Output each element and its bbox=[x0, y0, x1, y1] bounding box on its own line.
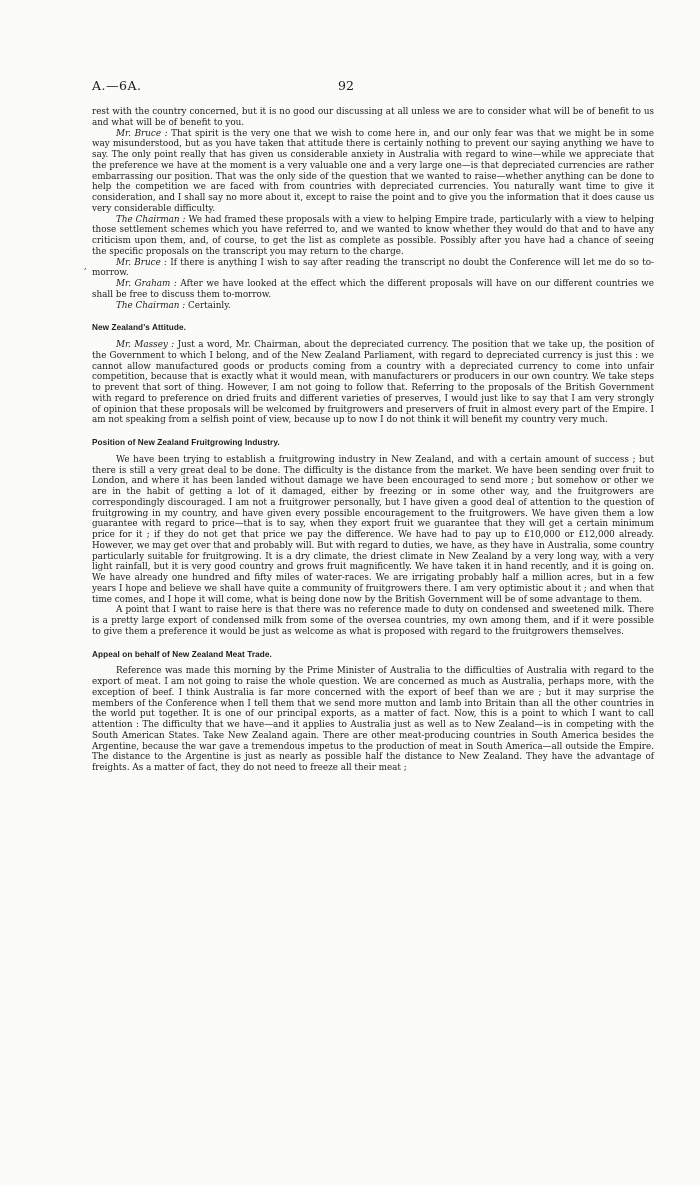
paragraph bbox=[92, 258, 654, 280]
margin-mark: , bbox=[84, 262, 87, 271]
paragraph-text: After we have looked at the effect which the different proposals will have on our different countries we shall be free to discuss them to-morrow. bbox=[92, 279, 654, 300]
page-number: 92 bbox=[338, 78, 354, 93]
speaker-name: Mr. Bruce : bbox=[116, 257, 167, 268]
paragraph bbox=[92, 215, 654, 258]
section-heading: Position of New Zealand Fruitgrowing Industry. bbox=[92, 438, 280, 447]
section-intro bbox=[92, 107, 654, 311]
paragraph-text: Reference was made this morning by the Prime Minister of Australia to the difficulties of Australia with regard to the export of meat. I am not going to raise the whole question. We are concerned as much as Australia, perhaps more, with the exception of beef. I think Australia is far more concerned with the export of beef than we are ; but it may surprise the members of the Conference when I tell them that we send more mutton and lamb into Britain than all the other countries in the world put together. It is one of our principal exports, as a matter of fact. Now, this is a point to which I want to call attention : The difficulty that we have—and it applies to Australia just as well as to New Zealand—is in competing with the South American States. Take New Zealand again. There are other meat-producing countries in South America besides the Argentine, because the war gave a tremendous impetus to the production of meat in South America—all outside the Empire. The distance to the Argentine is just as nearly as possible half the distance to New Zealand. They have the advantage of freights. As a matter of fact, they do not need to freeze all their meat ; bbox=[92, 666, 654, 773]
paragraph bbox=[92, 279, 654, 301]
paragraph-text: We had framed these proposals with a view to helping Empire trade, particularly with a view to helping those settlement schemes which you have referred to, and we wanted to know whether they would do that and to have any criticism upon them, and, of course, to get the list as complete as possible. Possibly after you have had a chance of seeing the specific proposals on the transcript you may return to the charge. bbox=[92, 214, 655, 257]
paragraph-text: Just a word, Mr. Chairman, about the depreciated currency. The position that we take up, the position of the Government to which I belong, and of the New Zealand Parliament, with regard to depreciated currency is just this : we cannot allow manufactured goods or products coming from a country with a depreciated currency to come into unfair competition, because that is exactly what it would mean, with manufacturers or producers in our own country. We take steps to prevent that sort of thing. However, I am not going to follow that. Referring to the proposals of the British Government with regard to preference on dried fruits and different varieties of preserves, I would just like to say that I am very strongly of opinion that these proposals will be welcomed by fruitgrowers and preservers of fruit in almost every part of the Empire. I am not speaking from a selfish point of view, because up to now I do not think it will benefit my country very much. bbox=[92, 340, 654, 426]
paragraph bbox=[92, 107, 654, 129]
speaker-name: Mr. Massey : bbox=[116, 340, 175, 350]
section-fruitgrowing bbox=[92, 455, 654, 638]
speaker-name: The Chairman : bbox=[116, 214, 186, 225]
paragraph-text: If there is anything I wish to say after reading the transcript no doubt the Conference will let me do so to-morrow. bbox=[92, 257, 654, 279]
paragraph bbox=[92, 301, 654, 312]
document-reference: A.—6A. bbox=[92, 78, 142, 93]
section-meat-trade bbox=[92, 666, 654, 774]
speaker-name: Mr. Graham : bbox=[116, 279, 177, 289]
paragraph-text: rest with the country concerned, but it is no good our discussing at all unless we are to consider what will be of benefit to us and what will be of benefit to you. bbox=[92, 107, 654, 128]
paragraph bbox=[92, 666, 654, 774]
paragraph bbox=[92, 129, 654, 215]
paragraph bbox=[92, 605, 654, 637]
body-text bbox=[92, 107, 654, 774]
paragraph-text: That spirit is the very one that we wish to come here in, and our only fear was that we might be in some way misunderstood, but as you have taken that attitude there is certainly nothing to prevent our saying anything we have to say. The only point really that has given us considerable anxiety in Australia with regard to wine—while we appreciate that the preference we have at the moment is a very valuable one and a very large one—is that depreciated currencies are rather embarrassing our position. That was the only side of the question that we wanted to raise—whether anything can be done to help the competition we are faced with from countries with depreciated currencies. You naturally want time to give it consideration, and I shall say no more about it, except to raise the point and to give you the information that it does cause us very considerable difficulty. bbox=[92, 128, 655, 214]
paragraph-text: We have been trying to establish a fruitgrowing industry in New Zealand, and with a certain amount of success ; but there is still a very great deal to be done. The difficulty is the distance from the market. We have been sending over fruit to London, and where it has been landed without damage we have been encouraged to send more ; but somehow or other we are in the habit of getting a lot of it damaged, either by freezing or in some other way, and the fruitgrowers are correspondingly discouraged. I am not a fruitgrower personally, but I have given a good deal of attention to the question of fruitgrowing in my country, and have given every possible encouragement to the fruitgrowers. We have given them a low guarantee with regard to price—that is to say, when they export fruit we guarantee that they will get a certain minimum price for it ; if they do not get that price we pay the difference. We have had to pay up to £10,000 or £12,000 already. However, we may get over that and probably will. But with regard to duties, we have, as they have in Australia, some country particularly suitable for fruitgrowing. It is a dry climate, the driest climate in New Zealand by a very long way, with a very light rainfall, but it is very good country and grows fruit magnificently. We have taken it in hand recently, and it is going on. We have already one hundred and fifty miles of water-races. We are irrigating probably half a million acres, but in a few years I hope and believe we shall have quite a community of fruitgrowers there. I am very optimistic about it ; and when that time comes, and I hope it will come, what is being done now by the British Government will be of some advantage to them. bbox=[92, 454, 654, 605]
paragraph bbox=[92, 340, 654, 426]
paragraph bbox=[92, 455, 654, 606]
paragraph-text: Certainly. bbox=[188, 300, 231, 311]
section-heading: Appeal on behalf of New Zealand Meat Trade. bbox=[92, 649, 272, 659]
section-new-zealand-attitude bbox=[92, 340, 654, 426]
paragraph-text: A point that I want to raise here is that there was no reference made to duty on condensed and sweetened milk. There is a pretty large export of condensed milk from some of the oversea countries, my own among them, and if it were possible to give them a preference it would be just as welcome as what is proposed with regard to the fruitgrowers themselves. bbox=[92, 605, 654, 637]
page-header bbox=[92, 78, 652, 98]
section-heading: New Zealand’s Attitude. bbox=[92, 323, 187, 333]
speaker-name: Mr. Bruce : bbox=[116, 128, 168, 139]
speaker-name: The Chairman : bbox=[116, 300, 186, 311]
